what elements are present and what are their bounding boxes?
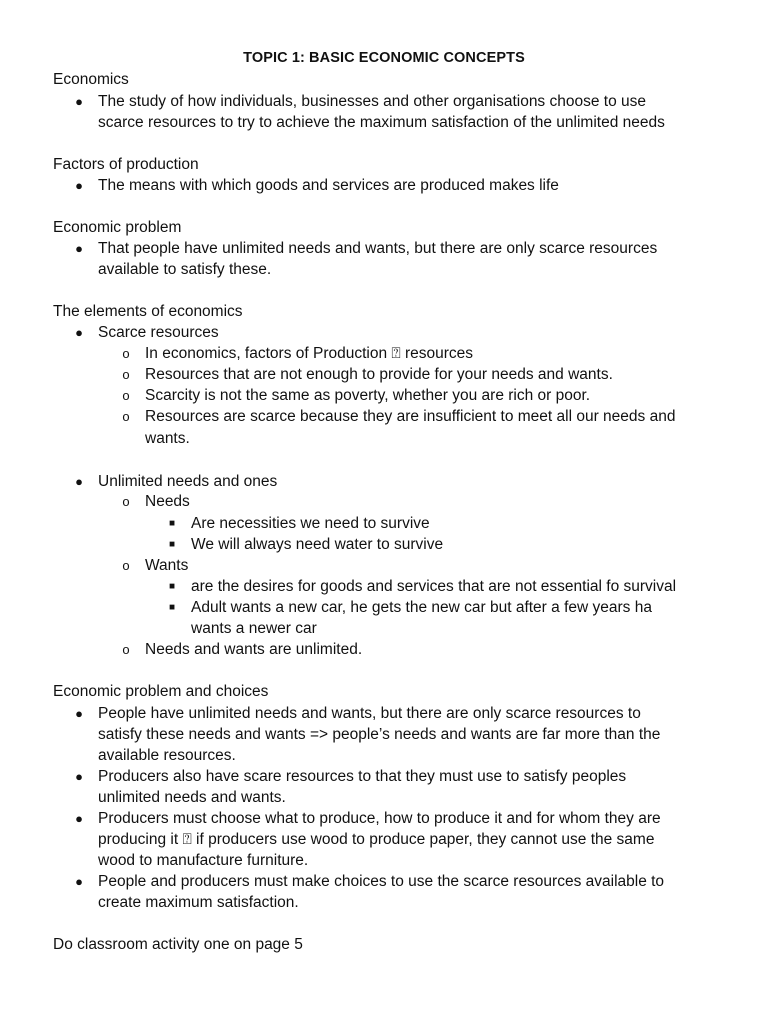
sub-bullet-marker: o [122,346,130,361]
sub-sub-bullet-text: are the desires for goods and services that are not essential fo survival [191,578,677,595]
bullet-text: People and producers must make choices to use the scarce resources available to [98,873,665,890]
sub-sub-bullet-marker: ■ [168,581,176,592]
sub-bullet-text: In economics, factors of Production ⍰ resources [145,345,474,362]
bullet-marker: ● [75,241,83,256]
bullet-text-scarce-resources: Scarce resources [98,324,219,341]
bullet-marker: ● [75,325,83,340]
sub-bullet-text-wants: Wants [145,557,189,574]
sub-bullet-marker: o [122,558,130,573]
bullet-marker: ● [75,706,83,721]
sub-sub-bullet-text: Are necessities we need to survive [191,515,430,532]
sub-bullet-text: Scarcity is not the same as poverty, whether you are rich or poor. [145,387,591,404]
sub-bullet-text: Needs and wants are unlimited. [145,641,363,658]
bullet-text: Producers must choose what to produce, how to produce it and for whom they are [98,810,661,827]
sub-bullet-marker: o [122,642,130,657]
sub-sub-bullet-marker: ■ [168,539,176,550]
bullet-text: The study of how individuals, businesses and other organisations choose to use [98,93,647,110]
sub-bullet-marker: o [122,409,130,424]
bullet-marker: ● [75,874,83,889]
section-heading-factors-of-production: Factors of production [53,156,199,173]
sub-bullet-text-needs: Needs [145,493,190,510]
classroom-activity-note: Do classroom activity one on page 5 [53,936,303,953]
section-heading-economic-problem-and-choices: Economic problem and choices [53,683,269,700]
bullet-marker: ● [75,474,83,489]
bullet-text-continuation: available to satisfy these. [98,261,272,278]
bullet-text-continuation: create maximum satisfaction. [98,894,299,911]
sub-sub-bullet-marker: ■ [168,518,176,529]
bullet-marker: ● [75,769,83,784]
document-title: TOPIC 1: BASIC ECONOMIC CONCEPTS [243,50,525,66]
sub-bullet-text-continuation: wants. [145,430,190,447]
sub-bullet-text: Resources that are not enough to provide for your needs and wants. [145,366,613,383]
bullet-text: That people have unlimited needs and wants, but there are only scarce resources [98,240,658,257]
section-heading-elements-of-economics: The elements of economics [53,303,243,320]
bullet-text-continuation: producing it ⍰ if producers use wood to produce paper, they cannot use the same [98,831,655,848]
sub-bullet-text: Resources are scarce because they are insufficient to meet all our needs and [145,408,676,425]
bullet-marker: ● [75,178,83,193]
section-heading-economic-problem: Economic problem [53,219,182,236]
bullet-text: The means with which goods and services are produced makes life [98,177,559,194]
bullet-text-continuation: available resources. [98,747,236,764]
bullet-text-continuation: wood to manufacture furniture. [98,852,309,869]
bullet-text: Producers also have scare resources to that they must use to satisfy peoples [98,768,627,785]
sub-sub-bullet-text: Adult wants a new car, he gets the new car but after a few years ha [191,599,652,616]
sub-sub-bullet-text: We will always need water to survive [191,536,444,553]
sub-bullet-marker: o [122,388,130,403]
sub-bullet-marker: o [122,494,130,509]
bullet-marker: ● [75,94,83,109]
bullet-text-continuation: unlimited needs and wants. [98,789,286,806]
bullet-text-continuation: satisfy these needs and wants => people’s needs and wants are far more than the [98,726,661,743]
sub-sub-bullet-text-continuation: wants a newer car [191,620,317,637]
section-heading-economics: Economics [53,71,129,88]
sub-sub-bullet-marker: ■ [168,602,176,613]
bullet-text-continuation: scarce resources to try to achieve the maximum satisfaction of the unlimited needs [98,114,665,131]
bullet-marker: ● [75,811,83,826]
sub-bullet-marker: o [122,367,130,382]
bullet-text-unlimited-needs: Unlimited needs and ones [98,473,278,490]
bullet-text: People have unlimited needs and wants, but there are only scarce resources to [98,705,641,722]
